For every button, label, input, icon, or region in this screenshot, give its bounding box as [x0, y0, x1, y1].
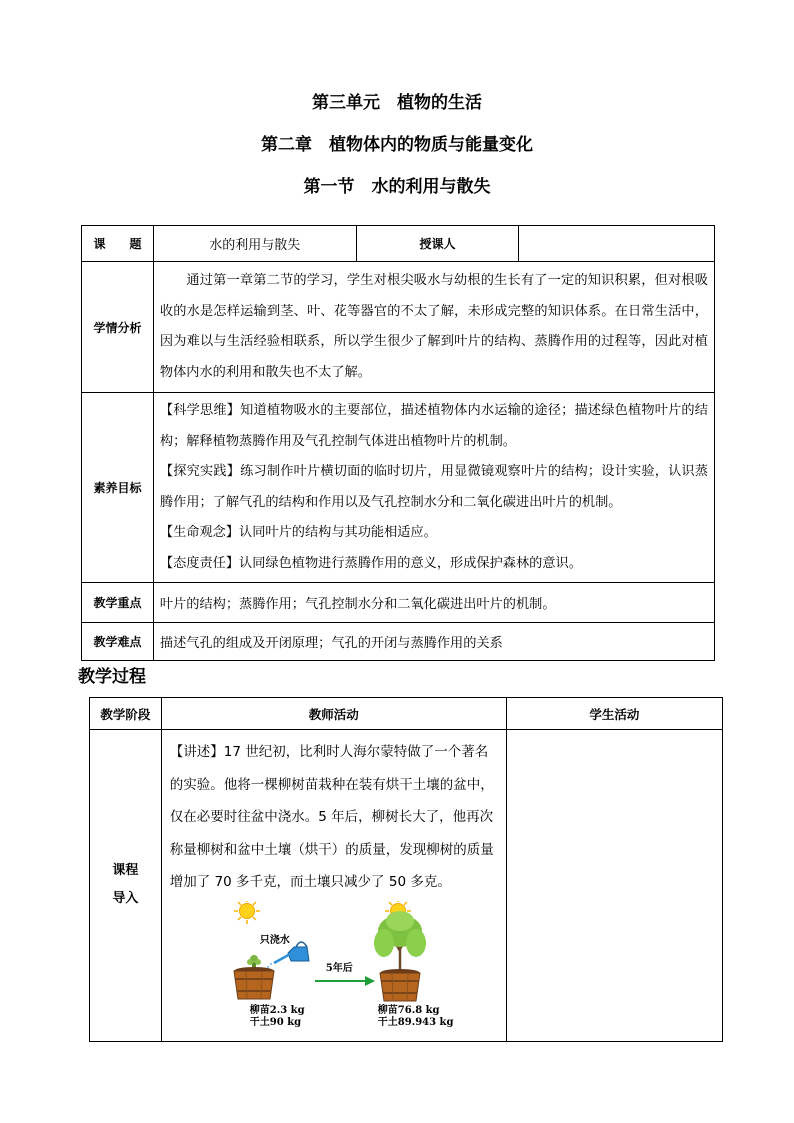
col-teacher-header: 教师活动 — [161, 698, 506, 730]
water-only-label: 只浇水 — [259, 934, 290, 946]
difficulties-row — [82, 623, 715, 661]
chapter-title: 第二章 植物体内的物质与能量变化 — [261, 135, 533, 155]
teacher-activity-text: 【讲述】17 世纪初，比利时人海尔蒙特做了一个著名的实验。他将一棵柳树苗栽种在装有烘干土壤的盆中，仅在必要时往盆中浇水。5 年后，柳树长大了，他再次称量柳树和盆中土壤（烘干）的质量，发现柳树的质量增加了 70 多千克，而土壤只减少了 50 多克。 — [169, 744, 494, 890]
section-title: 第一节 水的利用与散失 — [303, 177, 491, 197]
before-soil-mass: 干土90 kg — [249, 1016, 302, 1028]
sun-icon-left — [234, 901, 260, 924]
analysis-row — [82, 262, 715, 393]
key-points-text: 叶片的结构；蒸腾作用；气孔控制水分和二氧化碳进出叶片的机制。 — [153, 583, 714, 623]
unit-title: 第三单元 植物的生活 — [312, 93, 482, 113]
goals-cell — [153, 393, 714, 583]
stage-label-line1: 课程 — [112, 863, 139, 879]
intro-row — [90, 730, 723, 1042]
topic-label: 课 题 — [82, 226, 154, 262]
teacher-label: 授课人 — [356, 226, 519, 262]
after-soil-mass: 干土89.943 kg — [377, 1016, 454, 1028]
seedling-pot — [234, 955, 274, 999]
willow-tree-pot — [374, 911, 426, 1001]
analysis-text: 通过第一章第二节的学习，学生对根尖吸水与幼根的生长有了一定的知识积累，但对根吸收的水是怎样运输到茎、叶、花等器官的不太了解，未形成完整的知识体系。在日常生活中，因为难以与生活经验相联系，所以学生很少了解到叶片的结构、蒸腾作用的过程等，因此对植物体内水的利用和散失也不太了解。 — [153, 262, 714, 393]
goal-life-concept: 【生命观念】认同叶片的结构与其功能相适应。 — [159, 525, 437, 540]
before-seedling-mass: 柳苗2.3 kg — [249, 1004, 305, 1016]
five-years-label: 5年后 — [325, 962, 353, 974]
five-years-arrow — [315, 976, 375, 986]
goal-attitude-responsibility: 【态度责任】认同绿色植物进行蒸腾作用的意义，形成保护森林的意识。 — [159, 555, 582, 571]
difficulties-text: 描述气孔的组成及开闭原理；气孔的开闭与蒸腾作用的关系 — [153, 623, 714, 661]
stage-cell — [90, 730, 162, 1042]
process-header-row — [90, 698, 723, 730]
lesson-info-table — [81, 225, 715, 661]
goal-scientific-thinking: 【科学思维】知道植物吸水的主要部位，描述植物体内水运输的途径；描述绿色植物叶片的结构；解释植物蒸腾作用及气孔控制气体进出植物叶片的机制。 — [159, 403, 708, 449]
key-points-row — [82, 583, 715, 623]
topic-row — [82, 226, 715, 262]
teacher-activity-cell — [161, 730, 506, 1042]
topic-value: 水的利用与散失 — [153, 226, 356, 262]
goal-inquiry-practice: 【探究实践】练习制作叶片横切面的临时切片，用显微镜观察叶片的结构；设计实验，认识蒸腾作用；了解气孔的结构和作用以及气孔控制水分和二氧化碳进出叶片的机制。 — [159, 464, 708, 510]
willow-experiment-figure — [170, 901, 470, 1041]
process-heading: 教学过程 — [78, 667, 146, 687]
student-activity-cell — [506, 730, 722, 1042]
after-tree-mass: 柳苗76.8 kg — [377, 1004, 440, 1016]
stage-label-line2: 导入 — [112, 891, 139, 907]
goals-label: 素养目标 — [82, 393, 154, 583]
difficulties-label: 教学难点 — [82, 623, 154, 661]
goals-row — [82, 393, 715, 583]
teaching-process-table — [89, 697, 723, 1042]
col-student-header: 学生活动 — [506, 698, 722, 730]
col-stage-header: 教学阶段 — [90, 698, 162, 730]
analysis-label: 学情分析 — [82, 262, 154, 393]
key-points-label: 教学重点 — [82, 583, 154, 623]
teacher-value — [519, 226, 715, 262]
